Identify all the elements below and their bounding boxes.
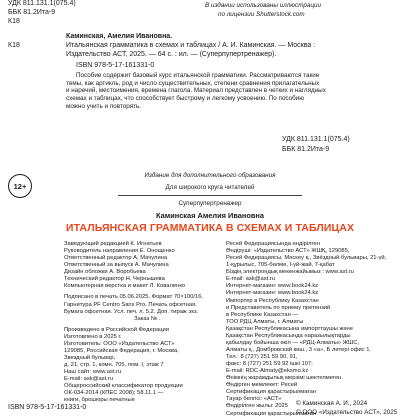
illustration-note-2: по лицензии Shutterstock.com — [218, 11, 305, 18]
imprint-line: Произведено в Российской Федерации — [64, 326, 169, 333]
imprint-line: Руководитель направления Е. Онощенко — [64, 248, 175, 255]
catalog-isbn: ISBN 978-5-17-161331-0 — [76, 62, 155, 69]
age-rating-label: 12+ — [13, 181, 27, 191]
abstract-line: схемах и таблицах, что способствует быстрому и легкому усвоению. По пособию — [66, 95, 305, 103]
imprint-right-column — [226, 241, 386, 418]
imprint-line: Гарнитура PF Centro Sans Pro. Печать офсетная. — [64, 301, 197, 308]
imprint-line: Алматы қ., Домбровский көш., 3 «а», Б литерi офис 1. — [226, 346, 372, 353]
imprint-line: Технический редактор Н. Чернышева — [64, 276, 165, 283]
imprint-line: Бумага офсетная. Усл. печ. л. 5,2. Доп. тираж экз. — [64, 308, 199, 315]
imprint-line: Өндірілген жылы: 2025 — [226, 403, 289, 410]
catalog-abstract — [66, 72, 326, 110]
illustration-note-1: В издании использованы иллюстрации — [205, 2, 321, 9]
copyright-publisher: © ООО «Издательство АСТ», 2025 — [296, 409, 398, 416]
imprint-line: Ресей Федерациясында өндірілген — [226, 241, 320, 247]
copyright-author: © Каминская А. И., 2024 — [296, 400, 368, 407]
imprint-line: E-mail: RDC-Almaty@eksmo.kz — [226, 368, 309, 375]
edition-series: Суперпупертренажер — [178, 200, 242, 207]
imprint-line: E-mail: ask@ast.ru — [64, 376, 114, 383]
abstract-line: можно учить и повторять. — [66, 102, 142, 110]
catalog-author: Каминская, Амелия Ивановна. — [66, 33, 173, 40]
abstract-line: и наречий, местоимения, времена глагола. Материал представлен в четких и наглядных — [66, 87, 326, 95]
edition-author: Каминская Амелия Ивановна — [156, 211, 264, 220]
imprint-line: E-mail: ask@ast.ru — [226, 276, 276, 283]
imprint-line: 129085, Российская Федерация, г. Москва, — [64, 347, 179, 354]
imprint-line: Компьютерная верстка и макет Л. Коваленко — [64, 283, 186, 290]
imprint-line: Интернет-магазин: www.book24.kz — [226, 290, 319, 297]
imprint-line: книги, брошюры печатные — [64, 397, 135, 404]
abstract-line: темы, как артикль, род и число существительных, степени сравнения прилагательных — [66, 79, 320, 87]
imprint-line: Біздің электрондық мекенжайымыз : www.ast.ru — [226, 269, 354, 276]
catalog-code: К18 — [8, 42, 20, 49]
bottom-isbn: ISBN 978-5-17-161331-0 — [8, 404, 87, 411]
imprint-line: Сертификация қарастырылмаған — [226, 389, 317, 396]
imprint-line: Общероссийский классификатор продукции — [64, 383, 183, 390]
imprint-line: и Представитель по приему претензий — [226, 304, 331, 311]
top-udk: УДК 811.131.1(075.4) — [8, 0, 76, 7]
divider — [118, 195, 302, 196]
imprint-line: Импортер в Республику Казахстан — [226, 297, 319, 304]
catalog-udk: УДК 811.131.1(075.4) — [282, 136, 350, 143]
imprint-line: Подписано в печать 05.06.2025. Формат 70×100/16. — [64, 294, 204, 301]
imprint-line: Тел.: 8 (727) 251 59 90, 91, — [226, 354, 298, 360]
imprint-line: ТОО РДЦ Алматы, г. Алматы — [226, 318, 304, 325]
imprint-line: 1-құрылыс, 705-бөлме, І-үй-жай, 7-қабат — [226, 262, 335, 269]
imprint-line: қабылдау бойынша өкіл — «РДЦ-Алматы» ЖШС, — [226, 339, 360, 346]
imprint-line: Звездный бульвар, — [64, 354, 116, 361]
top-code: К18 — [8, 18, 20, 25]
catalog-line-1: Итальянская грамматика в схемах и таблицах / А. И. Каминская. — Москва : — [66, 42, 316, 49]
imprint-line: Қазақстан Республикасында наразылықтарды — [226, 332, 351, 339]
imprint-line: Қазақстан Республикасына импорттаушы және — [226, 325, 353, 332]
catalog-line-2: Издательство АСТ, 2025. — 64 с. : ил. — (Суперпупертренажер). — [66, 51, 277, 58]
imprint-line: д. 21, стр. 1, комн. 705, пом. I, этаж 7 — [64, 362, 164, 368]
imprint-line: Өндірген мемлекет: Ресей — [226, 382, 298, 389]
book-title: ИТАЛЬЯНСКАЯ ГРАММАТИКА В СХЕМАХ И ТАБЛИЦАХ — [65, 222, 355, 234]
imprint-line: факс: 8 (727) 251 59 92 ішкі 107; — [226, 361, 313, 368]
imprint-line: Изготовитель: ООО «Издательство АСТ» — [64, 340, 175, 347]
imprint-line: Интернет-магазин: www.book24.kz — [226, 283, 319, 290]
edition-readers: Для широкого круга читателей — [165, 184, 255, 191]
imprint-line: Ответственный за выпуск А. Мачулина — [64, 262, 169, 269]
edition-type: Издание для дополнительного образования — [144, 172, 276, 179]
abstract-line: Пособие содержит базовый курс итальянской грамматики. Рассматриваются такие — [76, 72, 320, 79]
top-bbk: ББК 81.2Ита-9 — [8, 9, 56, 16]
imprint-line: Ответственный редактор А. Мачулина — [64, 255, 168, 262]
imprint-line: Дизайн обложки А. Воробьева — [64, 269, 146, 276]
imprint-line: Заказ № . — [134, 315, 161, 322]
imprint-line: Өндіруші: «Издательство АСТ» ЖШҚ, 129085, — [226, 248, 350, 255]
imprint-left-column — [64, 241, 203, 404]
imprint-line: Заведующий редакцией К. Игнатьев — [64, 241, 162, 247]
catalog-bbk: ББК 81.2Ита-9 — [282, 146, 330, 153]
imprint-line: Ресей Федерациясы, Мәскеу қ., Звёздный бульвары, 21-үй, — [226, 255, 387, 262]
imprint-line: Өнімнің жарамдылық мерзімі шектелмеген. — [226, 375, 343, 382]
imprint-line: Изготовлено в 2025 г. — [64, 333, 122, 340]
imprint-line: Тауар белгісі: «АСТ» — [226, 396, 282, 403]
imprint-line: ОК-034-2014 (КПЕС 2008); 58.11.1 — — [64, 390, 164, 397]
imprint-line: Сертификация қарастырылмаған — [226, 410, 317, 417]
imprint-line: Наш сайт: www.ast.ru — [64, 369, 122, 376]
imprint-line: в Республике Казахстан — — [226, 311, 299, 318]
